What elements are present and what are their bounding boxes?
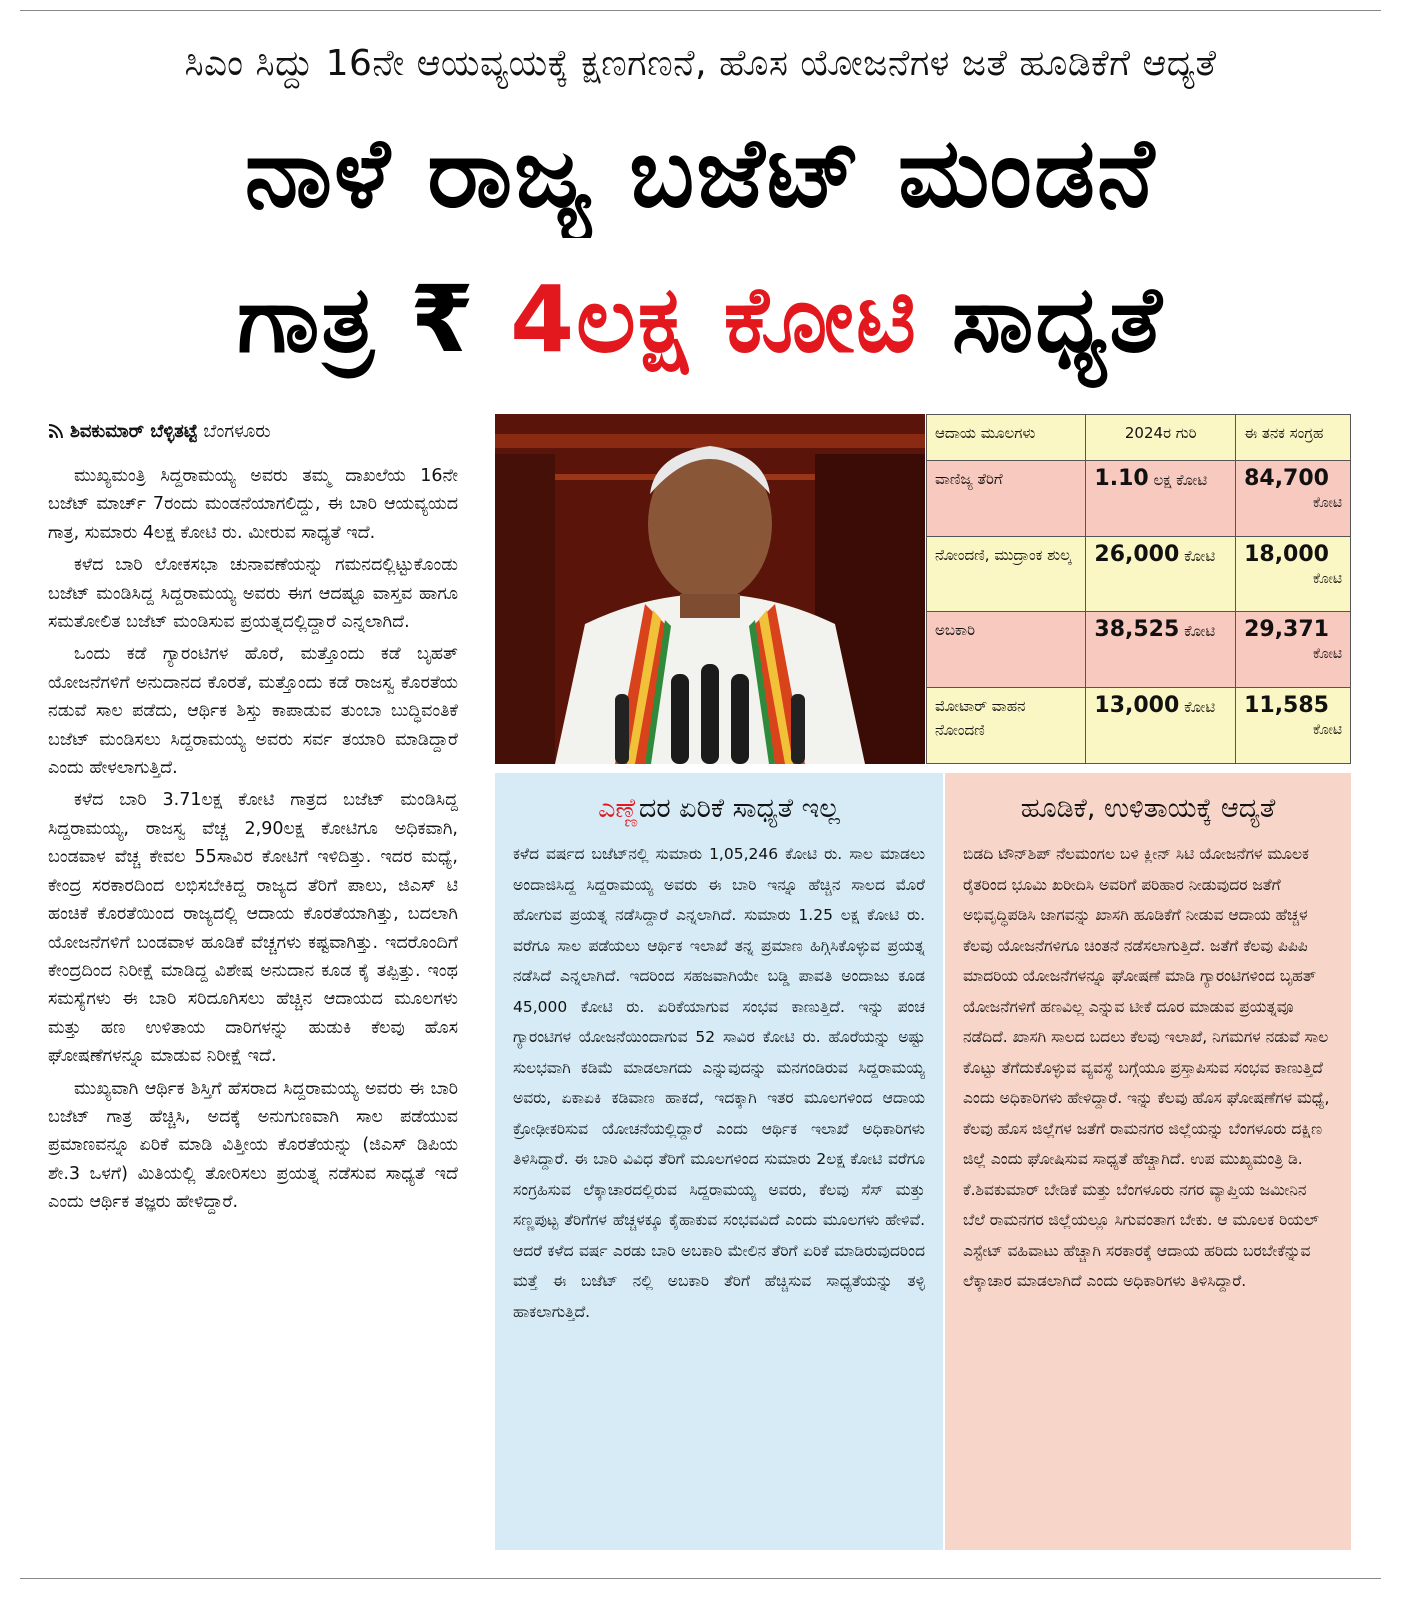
table-header-cell: ಈ ತನಕ ಸಂಗ್ರಹ (1236, 415, 1351, 461)
table-cell-collected (1236, 688, 1351, 764)
target-value: 13,000 (1094, 693, 1180, 719)
target-unit: ಲಕ್ಷ ಕೋಟಿ (1153, 470, 1208, 489)
collected-unit: ಕೋಟಿ (1313, 646, 1342, 663)
target-value: 1.10 (1094, 465, 1149, 491)
table-row (927, 612, 1351, 688)
sidebar-oil-body: ಕಳೆದ ವರ್ಷದ ಬಜೆಟ್‌ನಲ್ಲಿ ಸುಮಾರು 1,05,246 ಕೋಟಿ ರು. ಸಾಲ ಮಾಡಲು ಅಂದಾಜಿಸಿದ್ದ ಸಿದ್ದರಾಮಯ್ಯ ಅವರು ಈ ಬಾರಿ ಇನ್ನೂ ಹೆಚ್ಚಿನ ಸಾಲದ ಮೊರೆ ಹೋಗುವ ಪ್ರಯತ್ನ ನಡೆಸಿದ್ದಾರೆ ಎನ್ನಲಾಗಿದೆ. ಸುಮಾರು 1.25 ಲಕ್ಷ ಕೋಟಿ ರು. ವರೆಗೂ ಸಾಲ ಪಡೆಯಲು ಆರ್ಥಿಕ ಇಲಾಖೆ ತನ್ನ ಪ್ರಮಾಣ ಹಿಗ್ಗಿಸಿಕೊಳ್ಳುವ ಪ್ರಯತ್ನ ನಡೆಸಿದೆ ಎನ್ನಲಾಗಿದೆ. ಇದರಿಂದ ಸಹಜವಾಗಿಯೇ ಬಡ್ಡಿ ಪಾವತಿ ಅಂದಾಜು ಕೂಡ 45,000 ಕೋಟಿ ರು. ಏರಿಕೆಯಾಗುವ ಸಂಭವ ಕಾಣುತ್ತಿದೆ. ಇನ್ನು ಪಂಚ ಗ್ಯಾರಂಟಿಗಳ ಯೋಜನೆಯಿಂದಾಗುವ 52 ಸಾವಿರ ಕೋಟಿ ರು. ಹೊರೆಯನ್ನು ಅಷ್ಟು ಸುಲಭವಾಗಿ ಕಡಿಮೆ ಮಾಡಲಾಗದು ಎನ್ನುವುದನ್ನು ಮನಗಂಡಿರುವ ಸಿದ್ದರಾಮಯ್ಯ ಅವರು, ಏಕಾಏಕಿ ಕಡಿವಾಣ ಹಾಕದೆ, ಇದಕ್ಕಾಗಿ ಇತರ ಮೂಲಗಳಿಂದ ಆದಾಯ ಕ್ರೋಢೀಕರಿಸುವ ಯೋಚನೆಯಲ್ಲಿದ್ದಾರೆ ಎಂದು ಆರ್ಥಿಕ ಇಲಾಖೆ ಅಧಿಕಾರಿಗಳು ತಿಳಿಸಿದ್ದಾರೆ. ಈ ಬಾರಿ ವಿವಿಧ ತೆರಿಗೆ ಮೂಲಗಳಿಂದ ಸುಮಾರು 2ಲಕ್ಷ ಕೋಟಿ ವರೆಗೂ ಸಂಗ್ರಹಿಸುವ ಲೆಕ್ಕಾಚಾರದಲ್ಲಿರುವ ಸಿದ್ದರಾಮಯ್ಯ ಅವರು, ಕೆಲವು ಸೆಸ್ ಮತ್ತು ಸಣ್ಣಪುಟ್ಟ ತೆರಿಗೆಗಳ ಹೆಚ್ಚಳಕ್ಕೂ ಕೈಹಾಕುವ ಸಂಭವವಿದೆ ಎಂದು ಮೂಲಗಳು ಹೇಳಿವೆ. ಆದರೆ ಕಳೆದ ವರ್ಷ ಎರಡು ಬಾರಿ ಅಬಕಾರಿ ಮೇಲಿನ ತೆರಿಗೆ ಏರಿಕೆ ಮಾಡಿರುವುದರಿಂದ ಮತ್ತೆ ಈ ಬಜೆಟ್ ನಲ್ಲಿ ಅಬಕಾರಿ ತೆರಿಗೆ ಹೆಚ್ಚಿಸುವ ಸಾಧ್ಯತೆಯನ್ನು ತಳ್ಳಿ ಹಾಕಲಾಗುತ್ತಿದೆ. (513, 845, 925, 1321)
collected-unit: ಕೋಟಿ (1313, 722, 1342, 739)
headline-secondary (20, 250, 1381, 390)
table-cell-collected (1236, 536, 1351, 612)
byline-author: ಶಿವಕುಮಾರ್ ಬೆಳ್ಳಿತಟ್ಟೆ (70, 421, 198, 442)
target-unit: ಕೋಟಿ (1184, 622, 1216, 641)
headline-kicker: ಸಿಎಂ ಸಿದ್ದು 16ನೇ ಆಯವ್ಯಯಕ್ಕೆ ಕ್ಷಣಗಣನೆ, ಹೊಸ ಯೋಜನೆಗಳ ಜತೆ ಹೂಡಿಕೆಗೆ ಆದ್ಯತೆ (184, 43, 1217, 84)
collected-unit: ಕೋಟಿ (1313, 570, 1342, 587)
headline-secondary-post: ಸಾಧ್ಯತೆ (917, 266, 1164, 373)
target-value: 26,000 (1094, 541, 1180, 567)
table-cell-target (1086, 536, 1236, 612)
headline-main: ನಾಳೆ ರಾಜ್ಯ ಬಜೆಟ್ ಮಂಡನೆ (244, 117, 1157, 229)
revenue-table-grid (926, 414, 1351, 764)
table-cell-source: ಮೋಟಾರ್ ವಾಹನ ನೋಂದಣಿ (927, 688, 1086, 764)
collected-value: 18,000 (1244, 541, 1329, 567)
target-unit: ಕೋಟಿ (1184, 546, 1216, 565)
collected-unit: ಕೋಟಿ (1313, 494, 1342, 511)
person-photo-icon (495, 414, 925, 764)
story-paragraph: ಮುಖ್ಯಮಂತ್ರಿ ಸಿದ್ದರಾಮಯ್ಯ ಅವರು ತಮ್ಮ ದಾಖಲೆಯ 16ನೇ ಬಜೆಟ್ ಮಾರ್ಚ್ 7ರಂದು ಮಂಡನೆಯಾಗಲಿದ್ದು, ಈ ಬಾರಿ ಆಯವ್ಯಯದ ಗಾತ್ರ, ಸುಮಾರು 4ಲಕ್ಷ ಕೋಟಿ ರು. ಮೀರುವ ಸಾಧ್ಯತೆ ಇದೆ. (48, 466, 458, 543)
sidebar-oil-title-highlight: ಎಣ್ಣೆ (598, 793, 639, 824)
sidebar-invest-box (945, 773, 1351, 1550)
sidebar-oil-title (513, 787, 925, 831)
table-header-row (927, 415, 1351, 461)
table-row (927, 460, 1351, 536)
story-paragraph: ಮುಖ್ಯವಾಗಿ ಆರ್ಥಿಕ ಶಿಸ್ತಿಗೆ ಹೆಸರಾದ ಸಿದ್ದರಾಮಯ್ಯ ಅವರು ಈ ಬಾರಿ ಬಜೆಟ್ ಗಾತ್ರ ಹೆಚ್ಚಿಸಿ, ಅದಕ್ಕೆ ಅನುಗುಣವಾಗಿ ಸಾಲ ಪಡೆಯುವ ಪ್ರಮಾಣವನ್ನೂ ಏರಿಕೆ ಮಾಡಿ ವಿತ್ತೀಯ ಕೊರತೆಯನ್ನು (ಜಿಎಸ್ ಡಿಪಿಯ ಶೇ.3 ಒಳಗೆ) ಮಿತಿಯಲ್ಲಿ ತೋರಿಸಲು ಪ್ರಯತ್ನ ನಡೆಸುವ ಸಾಧ್ಯತೆ ಇದೆ ಎಂದು ಆರ್ಥಿಕ ತಜ್ಞರು ಹೇಳಿದ್ದಾರೆ. (48, 1078, 458, 1213)
target-unit: ಕೋಟಿ (1184, 698, 1216, 717)
story-paragraph: ಕಳೆದ ಬಾರಿ 3.71ಲಕ್ಷ ಕೋಟಿ ಗಾತ್ರದ ಬಜೆಟ್ ಮಂಡಿಸಿದ್ದ ಸಿದ್ದರಾಮಯ್ಯ, ರಾಜಸ್ವ ವೆಚ್ಚ 2,90ಲಕ್ಷ ಕೋಟಿಗೂ ಅಧಿಕವಾಗಿ, ಬಂಡವಾಳ ವೆಚ್ಚ ಕೇವಲ 55ಸಾವಿರ ಕೋಟಿಗೆ ಇಳಿದಿತ್ತು. ಇದರ ಮಧ್ಯೆ, ಕೇಂದ್ರ ಸರಕಾರದಿಂದ ಲಭಿಸಬೇಕಿದ್ದ ರಾಜ್ಯದ ತೆರಿಗೆ ಪಾಲು, ಜಿಎಸ್ ಟಿ ಹಂಚಿಕೆ ಕೊರತೆಯಿಂದ ರಾಜ್ಯದಲ್ಲಿ ಆದಾಯ ಕೊರತೆಯಾಗಿತ್ತು, ಬದಲಾಗಿ ಯೋಜನೆಗಳಿಗೆ ಬಂಡವಾಳ ಹೂಡಿಕೆ ವೆಚ್ಚಗಳು ಕಷ್ಟವಾಗಿತ್ತು. ಇದರೊಂದಿಗೆ ಕೇಂದ್ರದಿಂದ ನಿರೀಕ್ಷೆ ಮಾಡಿದ್ದ ವಿಶೇಷ ಅನುದಾನ ಕೂಡ ಕೈ ತಪ್ಪಿತ್ತು. ಇಂಥ ಸಮಸ್ಯೆಗಳು ಈ ಬಾರಿ ಸರಿದೂಗಿಸಲು ಹೆಚ್ಚಿನ ಆದಾಯದ ಮೂಲಗಳು ಮತ್ತು ಹಣ ಉಳಿತಾಯ ದಾರಿಗಳನ್ನು ಹುಡುಕಿ ಕೆಲವು ಹೊಸ ಘೋಷಣೆಗಳನ್ನೂ ಮಾಡುವ ನಿರೀಕ್ಷೆ ಇದೆ. (48, 790, 458, 1067)
collected-value: 29,371 (1244, 617, 1329, 643)
byline-place: ಬೆಂಗಳೂರು (203, 421, 271, 442)
main-story (48, 462, 458, 1542)
table-cell-target (1086, 688, 1236, 764)
sidebar-oil-box (495, 773, 943, 1550)
rss-icon (48, 423, 64, 439)
table-cell-collected (1236, 612, 1351, 688)
story-paragraph: ಒಂದು ಕಡೆ ಗ್ಯಾರಂಟಿಗಳ ಹೊರೆ, ಮತ್ತೊಂದು ಕಡೆ ಬೃಹತ್ ಯೋಜನೆಗಳಿಗೆ ಅನುದಾನದ ಕೊರತೆ, ಮತ್ತೊಂದು ಕಡೆ ರಾಜಸ್ವ ಕೊರತೆಯ ನಡುವೆ ಸಾಲ ಪಡೆದು, ಆರ್ಥಿಕ ಶಿಸ್ತು ಕಾಪಾಡುವ ತುಂಬಾ ಬುದ್ಧಿವಂತಿಕೆ ಬಜೆಟ್ ಮಂಡಿಸಲು ಸಿದ್ದರಾಮಯ್ಯ ಅವರು ಸರ್ವ ತಯಾರಿ ಮಾಡಿದ್ದಾರೆ ಎಂದು ಹೇಳಲಾಗುತ್ತಿದೆ. (48, 644, 458, 779)
sidebar-invest-body: ಬಿಡದಿ ಟೌನ್‌ಶಿಪ್ ನೆಲಮಂಗಲ ಬಳಿ ಕ್ಲೀನ್ ಸಿಟಿ ಯೋಜನೆಗಳ ಮೂಲಕ ರೈತರಿಂದ ಭೂಮಿ ಖರೀದಿಸಿ ಅವರಿಗೆ ಪರಿಹಾರ ನೀಡುವುದರ ಜತೆಗೆ ಅಭಿವೃದ್ಧಿಪಡಿಸಿ ಜಾಗವನ್ನು ಖಾಸಗಿ ಹೂಡಿಕೆಗೆ ನೀಡುವ ಆದಾಯ ಹೆಚ್ಚಳ ಕೆಲವು ಯೋಜನೆಗಳಿಗೂ ಚಿಂತನೆ ನಡೆಸಲಾಗುತ್ತಿದೆ. ಜತೆಗೆ ಕೆಲವು ಪಿಪಿಪಿ ಮಾದರಿಯ ಯೋಜನೆಗಳನ್ನೂ ಘೋಷಣೆ ಮಾಡಿ ಗ್ಯಾರಂಟಿಗಳಿಂದ ಬೃಹತ್ ಯೋಜನೆಗಳಿಗೆ ಹಣವಿಲ್ಲ ಎನ್ನುವ ಟೀಕೆ ದೂರ ಮಾಡುವ ಪ್ರಯತ್ನವೂ ನಡೆದಿದೆ. ಖಾಸಗಿ ಸಾಲದ ಬದಲು ಕೆಲವು ಇಲಾಖೆ, ನಿಗಮಗಳ ನಡುವೆ ಸಾಲ ಕೊಟ್ಟು ತೆಗೆದುಕೊಳ್ಳುವ ವ್ಯವಸ್ಥೆ ಬಗ್ಗೆಯೂ ಪ್ರಸ್ತಾಪಿಸುವ ಸಂಭವ ಕಾಣುತ್ತಿದೆ ಎಂದು ಅಧಿಕಾರಿಗಳು ಹೇಳಿದ್ದಾರೆ. ಇನ್ನು ಕೆಲವು ಹೊಸ ಘೋಷಣೆಗಳ ಮಧ್ಯೆ, ಕೆಲವು ಹೊಸ ಜಿಲ್ಲೆಗಳ ಜತೆಗೆ ರಾಮನಗರ ಜಿಲ್ಲೆಯನ್ನು ಬೆಂಗಳೂರು ದಕ್ಷಿಣ ಜಿಲ್ಲೆ ಎಂದು ಘೋಷಿಸುವ ಸಾಧ್ಯತೆ ಹೆಚ್ಚಾಗಿದೆ. ಉಪ ಮುಖ್ಯಮಂತ್ರಿ ಡಿ. ಕೆ.ಶಿವಕುಮಾರ್ ಬೇಡಿಕೆ ಮತ್ತು ಬೆಂಗಳೂರು ನಗರ ವ್ಯಾಪ್ತಿಯ ಜಮೀನಿನ ಬೆಲೆ ರಾಮನಗರ ಜಿಲ್ಲೆಯಲ್ಲೂ ಸಿಗುವಂತಾಗ ಬೇಕು. ಆ ಮೂಲಕ ರಿಯಲ್ ಎಸ್ಟೇಟ್ ವಹಿವಾಟು ಹೆಚ್ಚಾಗಿ ಸರಕಾರಕ್ಕೆ ಆದಾಯ ಹರಿದು ಬರಬೇಕೆನ್ನುವ ಲೆಕ್ಕಾಚಾರ ಮಾಡಲಾಗಿದೆ ಎಂದು ಅಧಿಕಾರಿಗಳು ತಿಳಿಸಿದ್ದಾರೆ. (963, 845, 1330, 1290)
table-cell-collected (1236, 460, 1351, 536)
bottom-rule (20, 1578, 1381, 1579)
person-photo (495, 414, 925, 764)
collected-value: 84,700 (1244, 465, 1329, 491)
table-header-cell: 2024ರ ಗುರಿ (1086, 415, 1236, 461)
revenue-table (926, 414, 1351, 764)
table-row (927, 688, 1351, 764)
table-header-cell: ಆದಾಯ ಮೂಲಗಳು (927, 415, 1086, 461)
story-paragraph: ಕಳೆದ ಬಾರಿ ಲೋಕಸಭಾ ಚುನಾವಣೆಯನ್ನು ಗಮನದಲ್ಲಿಟ್ಟುಕೊಂಡು ಬಜೆಟ್ ಮಂಡಿಸಿದ್ದ ಸಿದ್ದರಾಮಯ್ಯ ಅವರು ಈಗ ಆದಷ್ಟೂ ವಾಸ್ತವ ಹಾಗೂ ಸಮತೋಲಿತ ಬಜೆಟ್ ಮಂಡಿಸುವ ಪ್ರಯತ್ನದಲ್ಲಿದ್ದಾರೆ ಎನ್ನಲಾಗಿದೆ. (48, 555, 458, 633)
table-cell-target (1086, 612, 1236, 688)
table-cell-source: ನೋಂದಣಿ, ಮುದ್ರಾಂಕ ಶುಲ್ಕ (927, 536, 1086, 612)
table-cell-source: ವಾಣಿಜ್ಯ ತೆರಿಗೆ (927, 460, 1086, 536)
target-value: 38,525 (1094, 617, 1180, 643)
table-row (927, 536, 1351, 612)
table-cell-source: ಅಬಕಾರಿ (927, 612, 1086, 688)
sidebar-oil-title-rest: ದರ ಏರಿಕೆ ಸಾಧ್ಯತೆ ಇಲ್ಲ (638, 793, 840, 824)
byline (48, 414, 468, 450)
sidebar-invest-title: ಹೂಡಿಕೆ, ಉಳಿತಾಯಕ್ಕೆ ಆದ್ಯತೆ (1020, 793, 1276, 824)
headline-highlight: 4ಲಕ್ಷ ಕೋಟಿ (510, 266, 918, 373)
table-cell-target (1086, 460, 1236, 536)
top-rule (20, 10, 1381, 11)
collected-value: 11,585 (1244, 693, 1329, 719)
headline-secondary-pre: ಗಾತ್ರ ₹ (237, 266, 511, 373)
